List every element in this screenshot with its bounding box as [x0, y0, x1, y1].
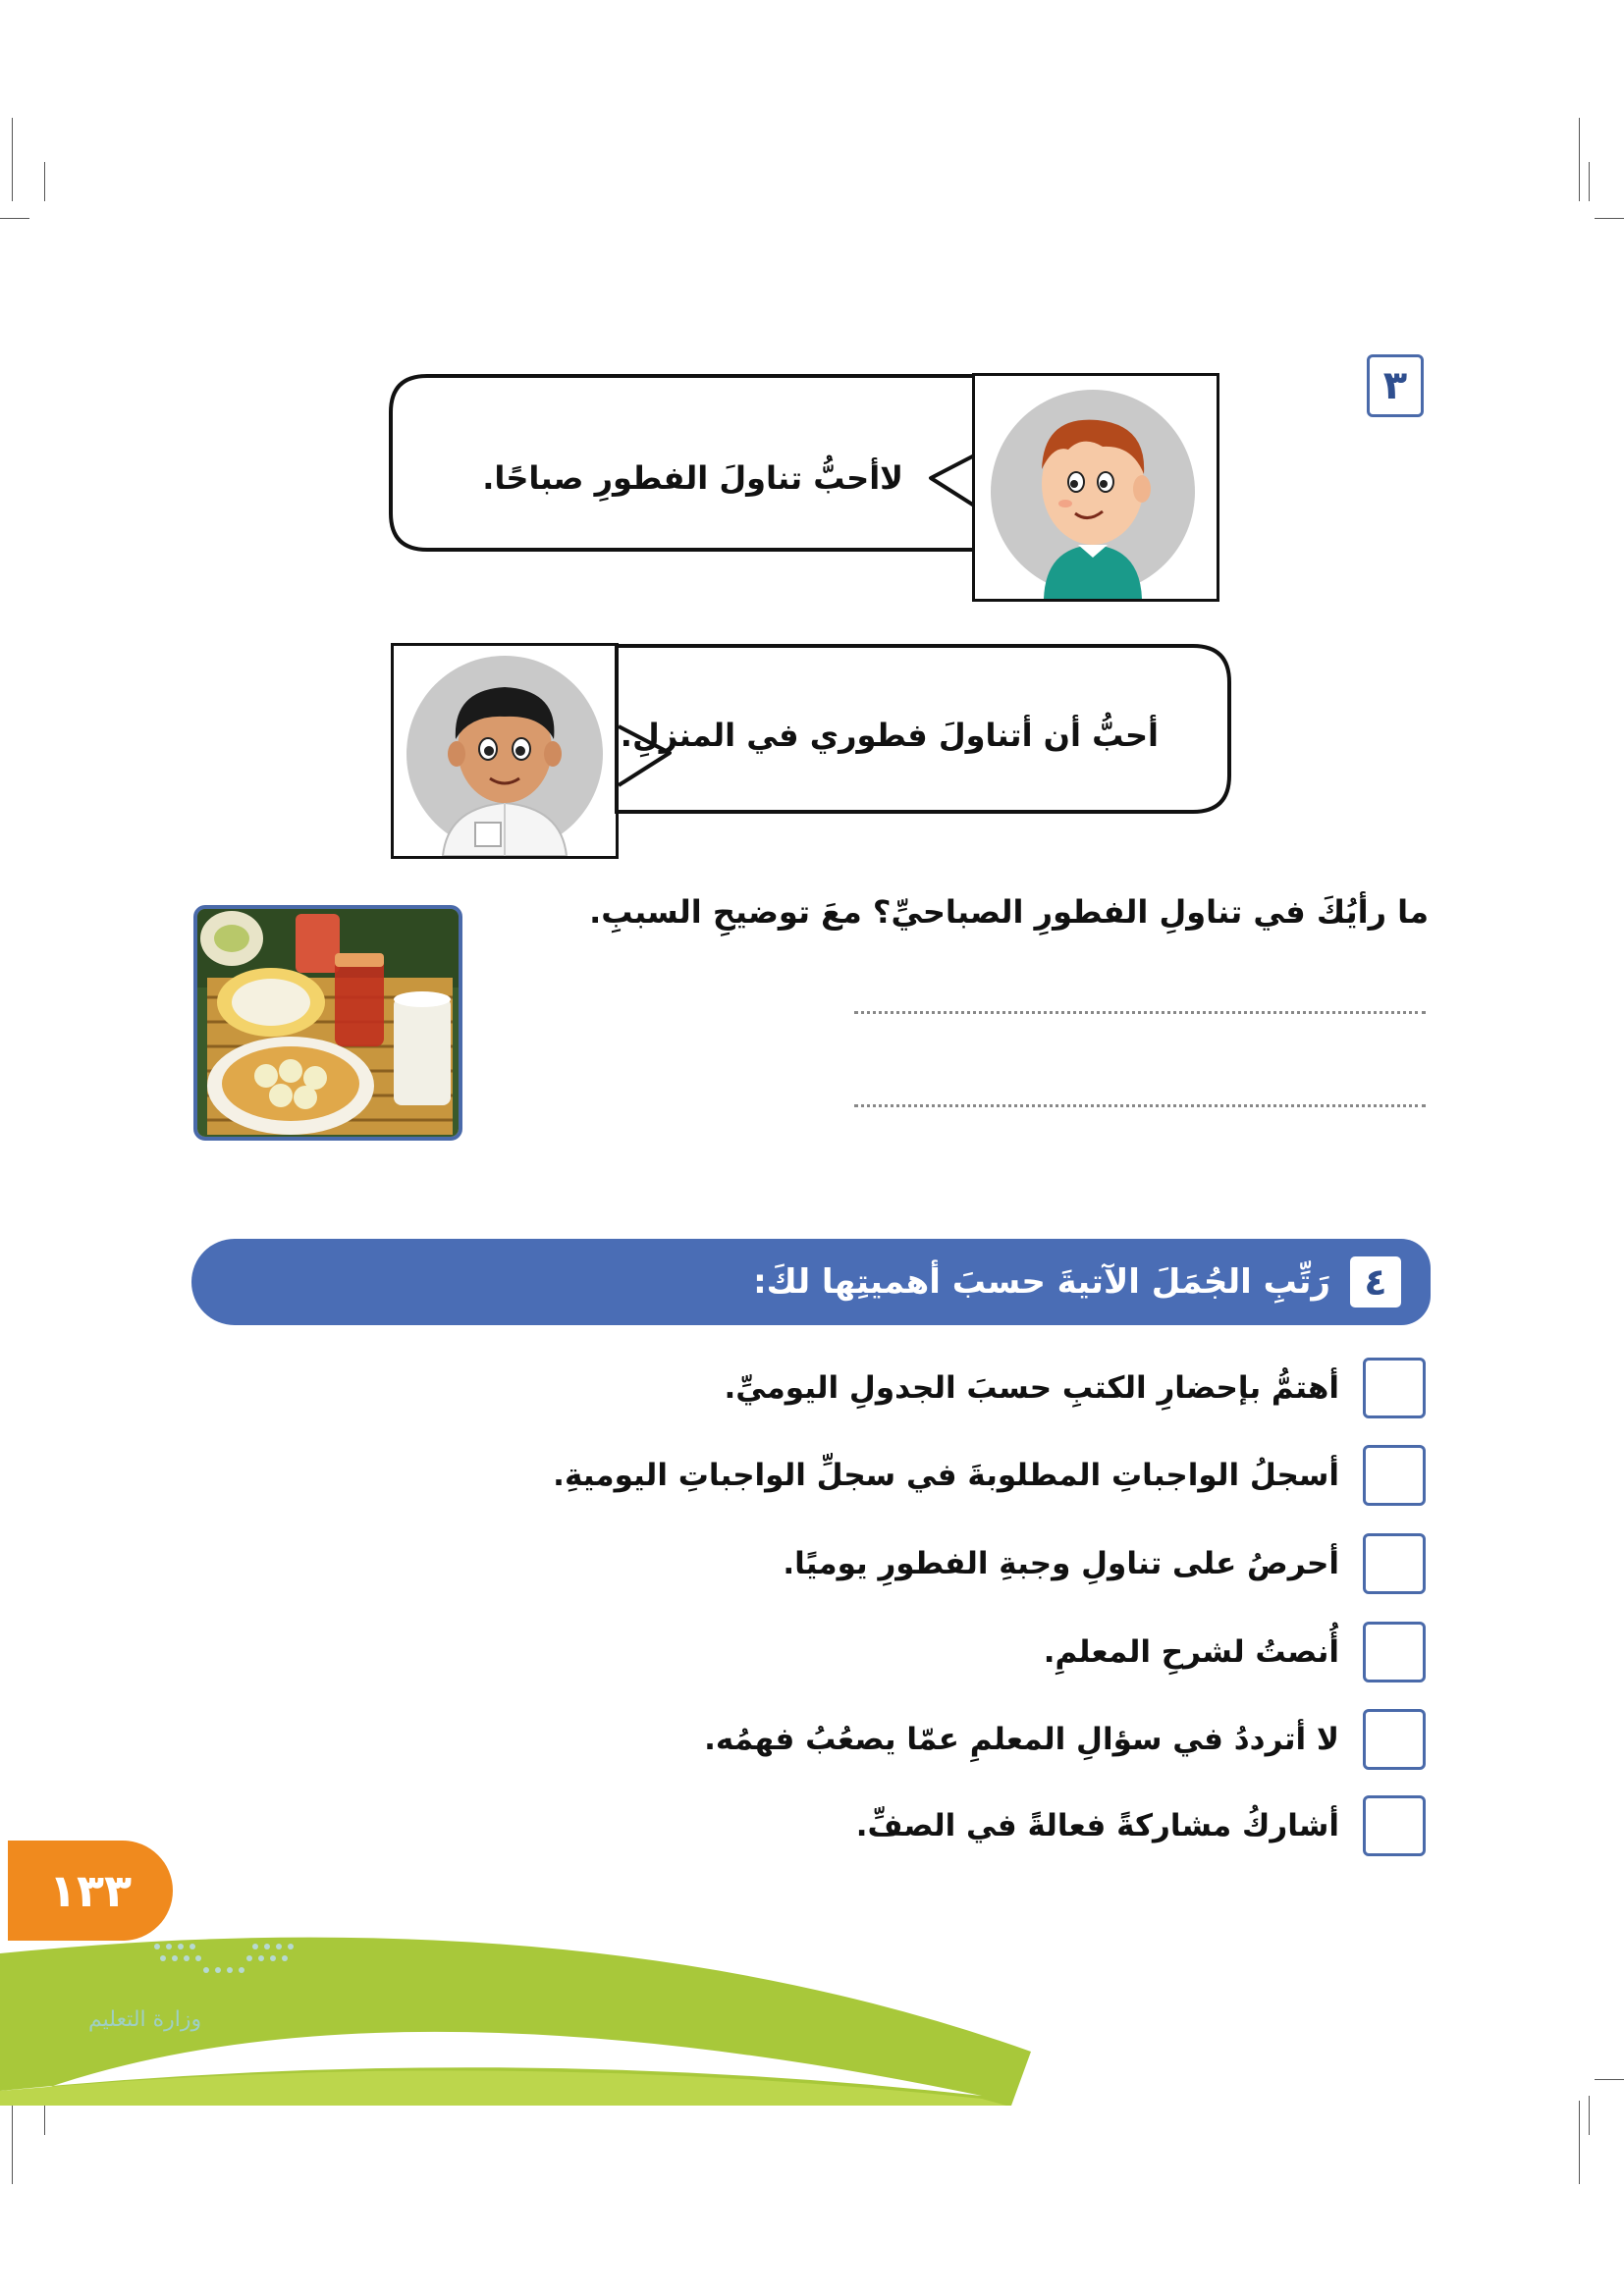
- rank-box-5[interactable]: [1363, 1709, 1426, 1770]
- crop-mark: [1579, 118, 1580, 201]
- list-item: أهتمُّ بإحضارِ الكتبِ حسبَ الجدولِ اليوميِّ.: [724, 1370, 1339, 1406]
- ministry-logo-icon: [147, 1939, 304, 1978]
- list-item: أسجلُ الواجباتِ المطلوبةَ في سجلِّ الواجباتِ اليوميةِ.: [553, 1458, 1339, 1493]
- crop-mark: [44, 162, 45, 201]
- question-text: ما رأيُكَ في تناولِ الفطورِ الصباحيِّ؟ معَ توضيحِ السببِ.: [589, 893, 1429, 931]
- rank-box-3[interactable]: [1363, 1533, 1426, 1594]
- answer-line-1[interactable]: [854, 1011, 1426, 1014]
- rank-box-2[interactable]: [1363, 1445, 1426, 1506]
- section-title: رَتِّبِ الجُمَلَ الآتيةَ حسبَ أهميتِها لكَ:: [753, 1262, 1330, 1302]
- boy-avatar-1: [975, 376, 1217, 599]
- crop-mark: [1595, 218, 1624, 219]
- avatar-frame-2: [391, 643, 619, 859]
- crop-mark: [0, 218, 29, 219]
- list-item: أشاركُ مشاركةً فعالةً في الصفِّ.: [855, 1808, 1339, 1843]
- bubble-1-text: لاأحبُّ تناولَ الفطورِ صباحًا.: [482, 459, 903, 497]
- ministry-logo-text: وزارة التعليم: [88, 2007, 202, 2032]
- page-number: ١٣٣: [8, 1841, 173, 1941]
- boy-avatar-2: [394, 646, 616, 856]
- list-item: أُنصتُ لشرحِ المعلمِ.: [1043, 1634, 1339, 1670]
- rank-box-4[interactable]: [1363, 1622, 1426, 1682]
- answer-line-2[interactable]: [854, 1104, 1426, 1107]
- list-item: أحرصُ على تناولِ وجبةِ الفطورِ يوميًا.: [783, 1546, 1339, 1581]
- section-number: ٤: [1350, 1256, 1401, 1308]
- crop-mark: [1589, 162, 1590, 201]
- avatar-frame-1: [972, 373, 1219, 602]
- bubble-2-text: أحبُّ أن أتناولَ فطوري في المنزلِ.: [620, 717, 1159, 754]
- rank-box-6[interactable]: [1363, 1795, 1426, 1856]
- list-item: لا أترددُ في سؤالِ المعلمِ عمّا يصعُبُ فهمُه.: [704, 1722, 1339, 1757]
- breakfast-image: [197, 909, 459, 1137]
- exercise-number: ٣: [1367, 354, 1424, 417]
- rank-box-1[interactable]: [1363, 1358, 1426, 1418]
- crop-mark: [12, 118, 13, 201]
- breakfast-photo: [193, 905, 462, 1141]
